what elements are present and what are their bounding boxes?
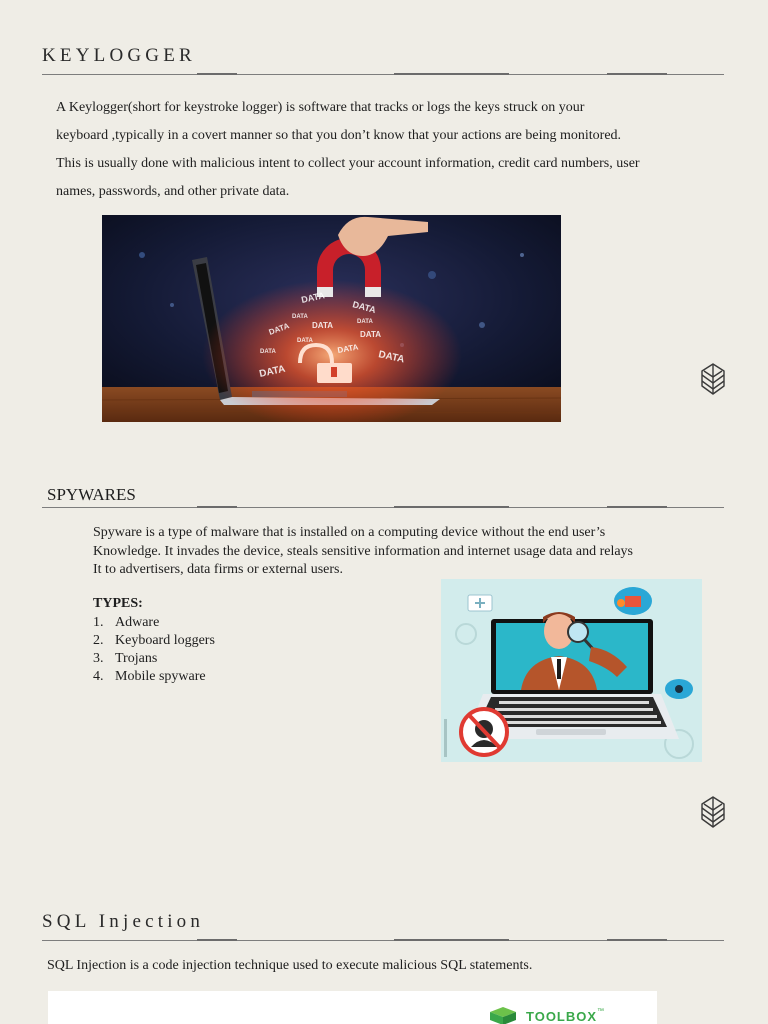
- data-word: DATA: [377, 349, 406, 366]
- spyware-illustration: [441, 579, 702, 762]
- leaf-icon: [699, 795, 727, 829]
- data-word: DATA: [267, 321, 291, 337]
- data-word: DATA: [312, 321, 334, 330]
- list-number: 3.: [93, 651, 104, 666]
- data-word: DATA: [357, 319, 373, 325]
- types-label: TYPES:: [93, 596, 143, 611]
- keylogger-paragraph: [56, 94, 716, 206]
- toolbox-text: TOOLBOX: [526, 1008, 598, 1024]
- list-number: 2.: [93, 633, 104, 648]
- keylogger-line: names, passwords, and other private data.: [56, 184, 290, 199]
- spywares-line: Spyware is a type of malware that is installed on a computing device without the end user’s: [93, 525, 606, 540]
- data-word: DATA: [292, 314, 308, 320]
- keylogger-line: A Keylogger(short for keystroke logger) is software that tracks or logs the keys struck on your: [56, 100, 585, 115]
- data-word: DATA: [297, 338, 313, 344]
- list-label: Adware: [115, 615, 160, 630]
- list-number: 1.: [93, 615, 104, 630]
- data-word: DATA: [258, 363, 287, 380]
- list-number: 4.: [93, 669, 104, 684]
- types-list: [93, 614, 215, 686]
- data-word: DATA: [260, 349, 276, 355]
- toolbox-icon: [488, 1007, 518, 1024]
- spywares-heading: SPYWARES: [47, 485, 136, 504]
- sql-heading: SQL Injection: [42, 911, 205, 932]
- list-item: [93, 614, 215, 632]
- keylogger-image: [102, 215, 561, 422]
- data-word: DATA: [300, 290, 326, 305]
- sql-paragraph: SQL Injection is a code injection technique used to execute malicious SQL statements.: [47, 958, 533, 973]
- data-word: DATA: [336, 342, 360, 355]
- keylogger-line: This is usually done with malicious intent to collect your account information, credit card numbers, user: [56, 156, 640, 171]
- list-label: Trojans: [115, 651, 158, 666]
- toolbox-logo: [488, 1007, 604, 1024]
- spywares-line: It to advertisers, data firms or external users.: [93, 562, 343, 577]
- sql-image: [48, 991, 657, 1024]
- spywares-paragraph: [93, 524, 713, 580]
- list-item: [93, 650, 215, 668]
- keylogger-heading: KEYLOGGER: [42, 45, 196, 66]
- data-word: DATA: [360, 330, 382, 339]
- spywares-divider: [42, 507, 724, 508]
- list-item: [93, 668, 215, 686]
- list-label: Mobile spyware: [115, 669, 206, 684]
- leaf-icon: [699, 362, 727, 396]
- keylogger-line: keyboard ,typically in a covert manner so that you don’t know that your actions are being monitored.: [56, 128, 622, 143]
- spywares-line: Knowledge. It invades the device, steals sensitive information and internet usage data and relays: [93, 543, 633, 559]
- data-word: DATA: [351, 299, 377, 316]
- toolbox-tm: ™: [597, 1007, 605, 1015]
- sql-divider: [42, 940, 724, 941]
- list-item: [93, 632, 215, 650]
- list-label: Keyboard loggers: [115, 633, 215, 648]
- keylogger-divider: [42, 74, 724, 75]
